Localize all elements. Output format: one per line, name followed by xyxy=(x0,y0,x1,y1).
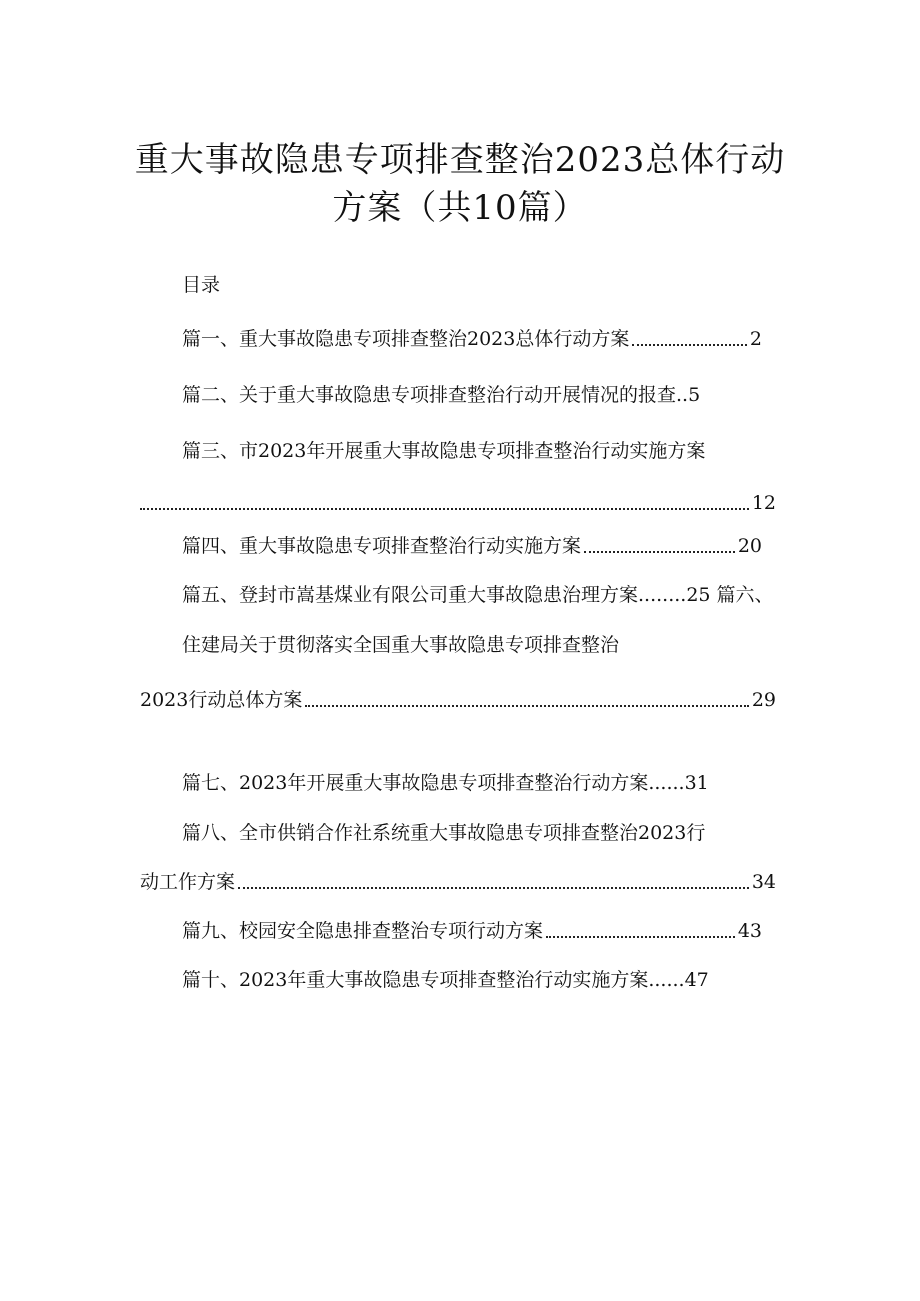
toc-entry-label: 篇十、2023年重大事故隐患专项排查整治行动实施方案...... xyxy=(182,969,685,991)
leader-dots xyxy=(140,508,749,510)
toc-entry-label: 篇二、关于重大事故隐患专项排查整治行动开展情况的报查.. xyxy=(182,384,689,406)
toc-entry-8[interactable] xyxy=(140,869,776,895)
toc-entry-label: 2023行动总体方案 xyxy=(140,689,303,711)
toc-page-number: 43 xyxy=(737,920,762,942)
toc-page-number: 29 xyxy=(751,689,776,711)
toc-entry-8-line1[interactable]: 篇八、全市供销合作社系统重大事故隐患专项排查整治2023行 xyxy=(182,822,706,844)
toc-entry-label: 篇一、重大事故隐患专项排查整治2023总体行动方案 xyxy=(182,328,630,350)
toc-page-number: 12 xyxy=(751,492,776,514)
toc-entry-9[interactable] xyxy=(182,918,762,944)
toc-entry-4[interactable] xyxy=(182,533,762,559)
toc-entry-label: 篇九、校园安全隐患排查整治专项行动方案 xyxy=(182,920,544,942)
leader-dots xyxy=(632,344,747,346)
toc-page-number: 34 xyxy=(751,871,776,893)
toc-entry-5-line1[interactable]: 篇五、登封市嵩基煤业有限公司重大事故隐患治理方案........25 篇六、 xyxy=(182,584,774,606)
toc-page-number: 31 xyxy=(684,772,709,794)
toc-entry-1[interactable] xyxy=(182,326,762,352)
toc-label: 目录 xyxy=(182,274,221,296)
toc-entry-label: 篇四、重大事故隐患专项排查整治行动实施方案 xyxy=(182,535,582,557)
toc-entry-6-line2[interactable]: 住建局关于贯彻落实全国重大事故隐患专项排查整治 xyxy=(182,634,620,656)
toc-entry-6[interactable] xyxy=(140,687,776,713)
toc-entry-2[interactable] xyxy=(182,382,700,408)
toc-page-number: 20 xyxy=(737,535,762,557)
toc-entry-3-line1[interactable]: 篇三、市2023年开展重大事故隐患专项排查整治行动实施方案 xyxy=(182,440,706,462)
document-title-line2: 方案（共10篇） xyxy=(332,188,588,228)
toc-entry-3-leader[interactable] xyxy=(140,490,776,516)
leader-dots xyxy=(546,936,735,938)
leader-dots xyxy=(584,551,735,553)
toc-entry-label: 篇七、2023年开展重大事故隐患专项排查整治行动方案...... xyxy=(182,772,685,794)
toc-entry-10[interactable] xyxy=(182,967,709,993)
toc-page-number: 47 xyxy=(684,969,709,991)
toc-page-number: 2 xyxy=(749,328,762,350)
toc-entry-label: 动工作方案 xyxy=(140,871,236,893)
leader-dots xyxy=(238,887,749,889)
toc-page-number: 5 xyxy=(688,384,701,406)
toc-entry-7[interactable] xyxy=(182,770,709,796)
leader-dots xyxy=(305,705,748,707)
document-title-line1: 重大事故隐患专项排查整治2023总体行动 xyxy=(134,140,786,180)
